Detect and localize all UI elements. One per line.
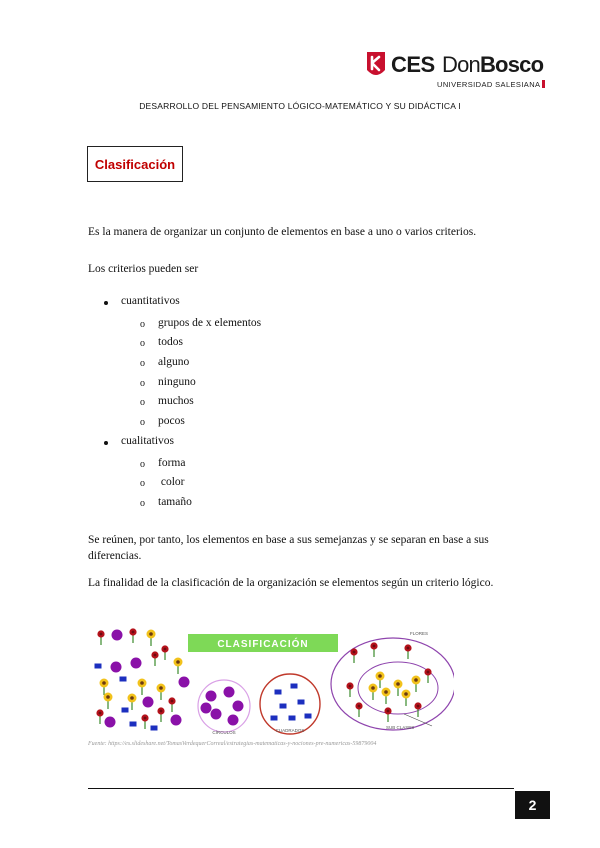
sub-bullet: o	[140, 417, 145, 428]
list-item: muchos	[158, 395, 194, 407]
logo-text-don: Don	[442, 52, 480, 77]
ces-logo-mark-icon	[364, 50, 388, 80]
sub-bullet: o	[140, 319, 145, 330]
criteria-intro: Los criterios pueden ser	[88, 263, 199, 275]
classification-illustration	[88, 626, 454, 738]
page-number-box	[515, 791, 550, 819]
classification-figure	[88, 626, 454, 738]
page-header: DESARROLLO DEL PENSAMIENTO LÓGICO-MATEMÁTICO Y SU DIDÁCTICA I	[139, 101, 461, 111]
flowers-label: FLORES	[410, 631, 429, 636]
sub-bullet: o	[140, 498, 145, 509]
circles-label: CÍRCULOS	[212, 730, 236, 735]
list-item: ninguno	[158, 376, 196, 388]
list-item: pocos	[158, 415, 185, 427]
sub-bullet: o	[140, 397, 145, 408]
similarities-paragraph: Se reúnen, por tanto, los elementos en base a sus semejanzas y se separan en base a sus diferencias.	[88, 534, 489, 562]
criteria-qualitative-label: cualitativos	[121, 435, 175, 447]
definition-paragraph: Es la manera de organizar un conjunto de elementos en base a uno o varios criterios.	[88, 226, 477, 238]
sub-bullet: o	[140, 478, 145, 489]
logo-subtitle-text: UNIVERSIDAD SALESIANA	[437, 80, 541, 89]
squares-set	[260, 674, 320, 734]
institution-logo	[364, 50, 550, 92]
criteria-quantitative-label: cuantitativos	[121, 295, 180, 307]
footer-divider	[88, 788, 514, 789]
list-item: forma	[158, 457, 186, 469]
circles-set	[198, 680, 250, 735]
squares-label: CUADRADOS	[275, 728, 305, 733]
sub-bullet: o	[140, 358, 145, 369]
bullet-dot	[104, 441, 108, 445]
logo-text-ces: CES	[391, 52, 435, 77]
page-number: 2	[528, 797, 537, 813]
logo-subtitle	[437, 80, 545, 89]
flowers-set	[331, 631, 454, 730]
list-item: tamaño	[158, 496, 192, 508]
list-item: grupos de x elementos	[158, 317, 262, 329]
bullet-dot	[104, 301, 108, 305]
subclasses-label: SUB CLASES	[386, 725, 415, 730]
classification-banner-text: CLASIFICACIÓN	[217, 639, 309, 650]
sub-bullet: o	[140, 338, 145, 349]
logo-text-bosco: Bosco	[479, 52, 544, 77]
sub-bullet: o	[140, 378, 145, 389]
logo-accent-bar	[542, 80, 545, 88]
logo-text-donbosco	[442, 52, 543, 78]
sub-bullet: o	[140, 459, 145, 470]
figure-caption: Fuente: https://es.slideshare.net/TomasVerdequerCorreal/estrategias-matematicas-y-nociones-pre-numericas-59879004	[88, 741, 377, 747]
section-title-box	[87, 146, 183, 182]
mixed-elements-group	[95, 628, 190, 730]
list-item: alguno	[158, 356, 190, 368]
purpose-paragraph: La finalidad de la clasificación de la organización se elementos según un criterio lógico.	[88, 577, 494, 589]
list-item: todos	[158, 336, 183, 348]
section-title: Clasificación	[94, 156, 176, 172]
list-item: color	[158, 476, 185, 488]
